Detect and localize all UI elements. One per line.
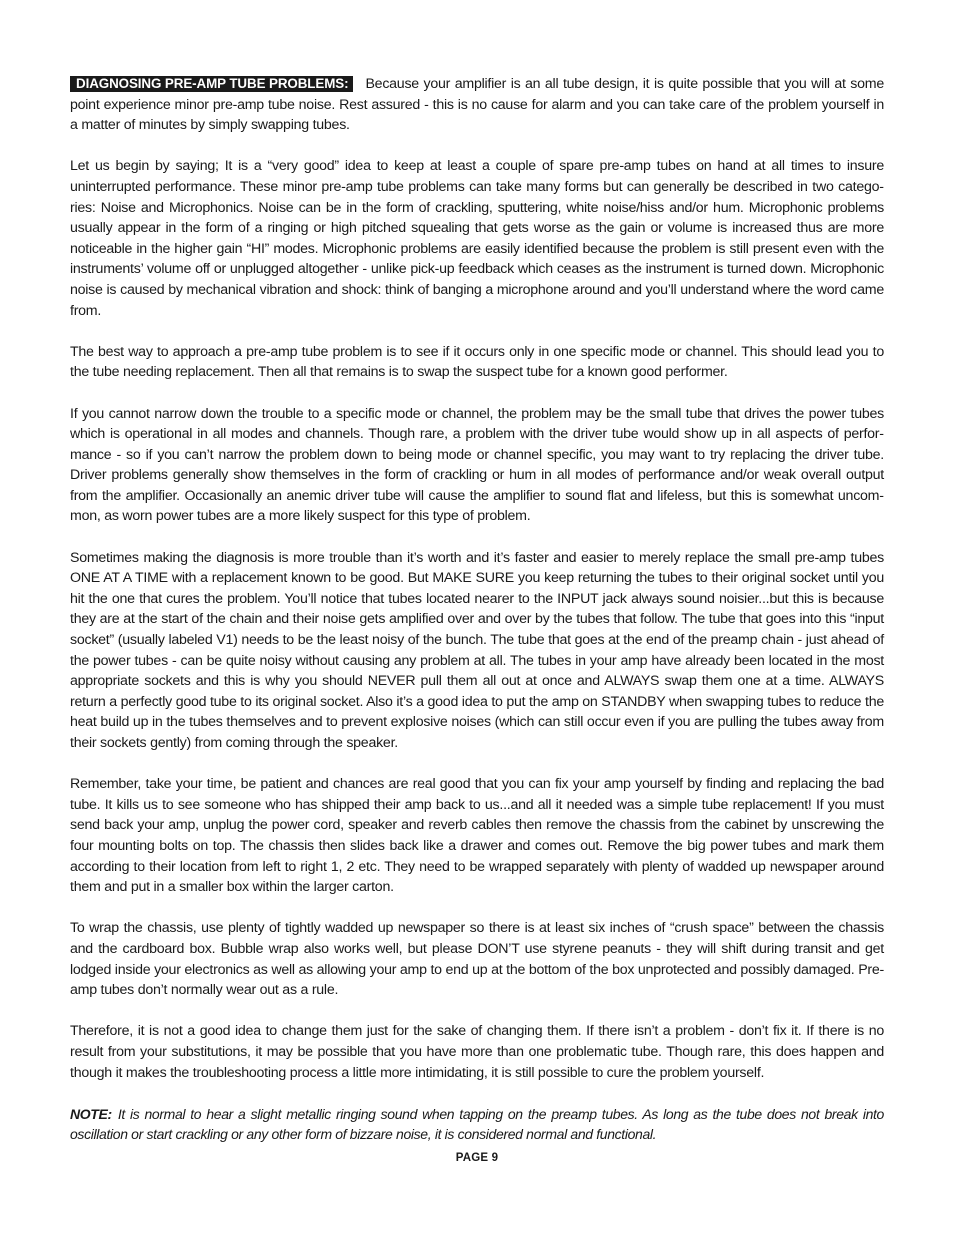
- paragraph-approach: The best way to approach a pre-amp tube problem is to see if it occurs only in one specific mode or channel. This should lead you to the tube needing replacement. Then all that remains is to swap the suspect tube for a known good performer.: [70, 343, 884, 381]
- section-heading: DIAGNOSING PRE-AMP TUBE PROBLEMS:: [70, 76, 353, 92]
- paragraph-wrapping: To wrap the chassis, use plenty of tightly wadded up newspaper so there is at least six inches of “crush space” between the chassis and the cardboard box. Bubble wrap also works well, but please DON’T use styrene peanuts - they will shift during transit and get lodged inside your electronics as well as allowing your amp to end up at the bottom of the box unprotected and possibly damaged. Pre-amp tubes don’t normally wear out as a rule.: [70, 920, 884, 999]
- paragraph-spare-tubes: Let us begin by saying; It is a “very good” idea to keep at least a couple of spare pre-amp tubes on hand at all times to insure uninterrupted performance. These minor pre-amp tube problems can take many forms but can generally be described in two categories: Noise and Microphonics. Noise can be in the form of crackling, sputtering, white noise/hiss and/or hum. Microphonic problems usually appear in the form of a ringing or high pitched squealing that gets worse as the gain or volume is increased thus are more noticeable in the higher gain “HI” modes. Microphonic problems are easily identified because the problem is still present even with the instruments’ volume off or unplugged altogether - unlike pick-up feedback which ceases as the instrument is turned down. Microphonic noise is caused by mechanical vibration and shock: think of banging a microphone around and you’ll understand where the word came from.: [70, 158, 884, 319]
- note-text: It is normal to hear a slight metallic ringing sound when tapping on the preamp tubes. As long as the tube does not break into oscillation or start crackling or any other form of bizzare noise, it is considered normal and functional.: [70, 1105, 884, 1143]
- paragraph-shipping: Remember, take your time, be patient and chances are real good that you can fix your amp yourself by finding and replacing the bad tube. It kills us to see someone who has shipped their amp back to us...and all it needed was a simple tube replacement! If you must send back your amp, unplug the power cord, speaker and reverb cables then remove the chassis from the cabinet by unscrewing the four mounting bolts on top. The chassis then slides back like a drawer and comes out. Remove the big power tubes and mark them according to their location from left to right 1, 2 etc. They need to be wrapped separately with plenty of wadded up newspaper around them and put in a smaller box within the larger carton.: [70, 776, 884, 896]
- note-label: NOTE:: [70, 1105, 112, 1122]
- intro-paragraph: [70, 74, 884, 136]
- note-paragraph: [70, 1104, 884, 1145]
- paragraph-substitution: Therefore, it is not a good idea to change them just for the sake of changing them. If there isn’t a problem - don’t fix it. If there is no result from your substitutions, it may be possible that you have more than one problematic tube. Though rare, this does happen and though it makes the troubleshooting process a little more intimidating, it is still possible to cure the problem yourself.: [70, 1023, 884, 1081]
- paragraph-driver-tube: If you cannot narrow down the trouble to a specific mode or channel, the problem may be the small tube that drives the power tubes which is operational in all modes and channels. Though rare, a problem with the driver tube would show up in all aspects of performance - so if you can’t narrow the problem down to being mode or channel specific, you may want to try replacing the driver tube. Driver problems generally show themselves in the form of crackling or hum in all modes of performance and/or weak overall output from the amplifier. Occasionally an anemic driver tube will cause the amplifier to sound flat and lifeless, but this is somewhat uncommon, as worn power tubes are a more likely suspect for this type of problem.: [70, 405, 884, 525]
- intro-text: Because your amplifier is an all tube design, it is quite possible that you will at some point experience minor pre-amp tube noise. Rest assured - this is no cause for alarm and you can take care of the problem yourself in a matter of minutes by simply swapping tubes.: [70, 76, 884, 134]
- document-body: [70, 74, 884, 1165]
- paragraph-diagnosis: Sometimes making the diagnosis is more trouble than it’s worth and it’s faster and easier to merely replace the small pre-amp tubes ONE AT A TIME with a replacement known to be good. But MAKE SURE you keep returning the tubes to their original socket until you hit the one that cures the problem. You’ll notice that tubes located nearer to the INPUT jack always sound noisier...but this is because they are at the start of the chain and their noise gets amplified over and over by the tubes that follow. The tube that goes into this “input socket” (usually labeled V1) needs to be the least noisy of the bunch. The tube that goes at the end of the preamp chain - just ahead of the power tubes - can be quite noisy without causing any problem at all. The tubes in your amp have already been located in the most appropriate sockets and this is why you should NEVER pull them all out at once and ALWAYS swap them one at a time. ALWAYS return a perfectly good tube to its original socket. Also it’s a good idea to put the amp on STANDBY when swapping tubes to reduce the heat build up in the tubes themselves and to prevent explosive noises (which can still occur even if you are pulling the tubes away from their sockets gently) from coming through the speaker.: [70, 549, 884, 751]
- page-number: PAGE 9: [455, 1152, 499, 1164]
